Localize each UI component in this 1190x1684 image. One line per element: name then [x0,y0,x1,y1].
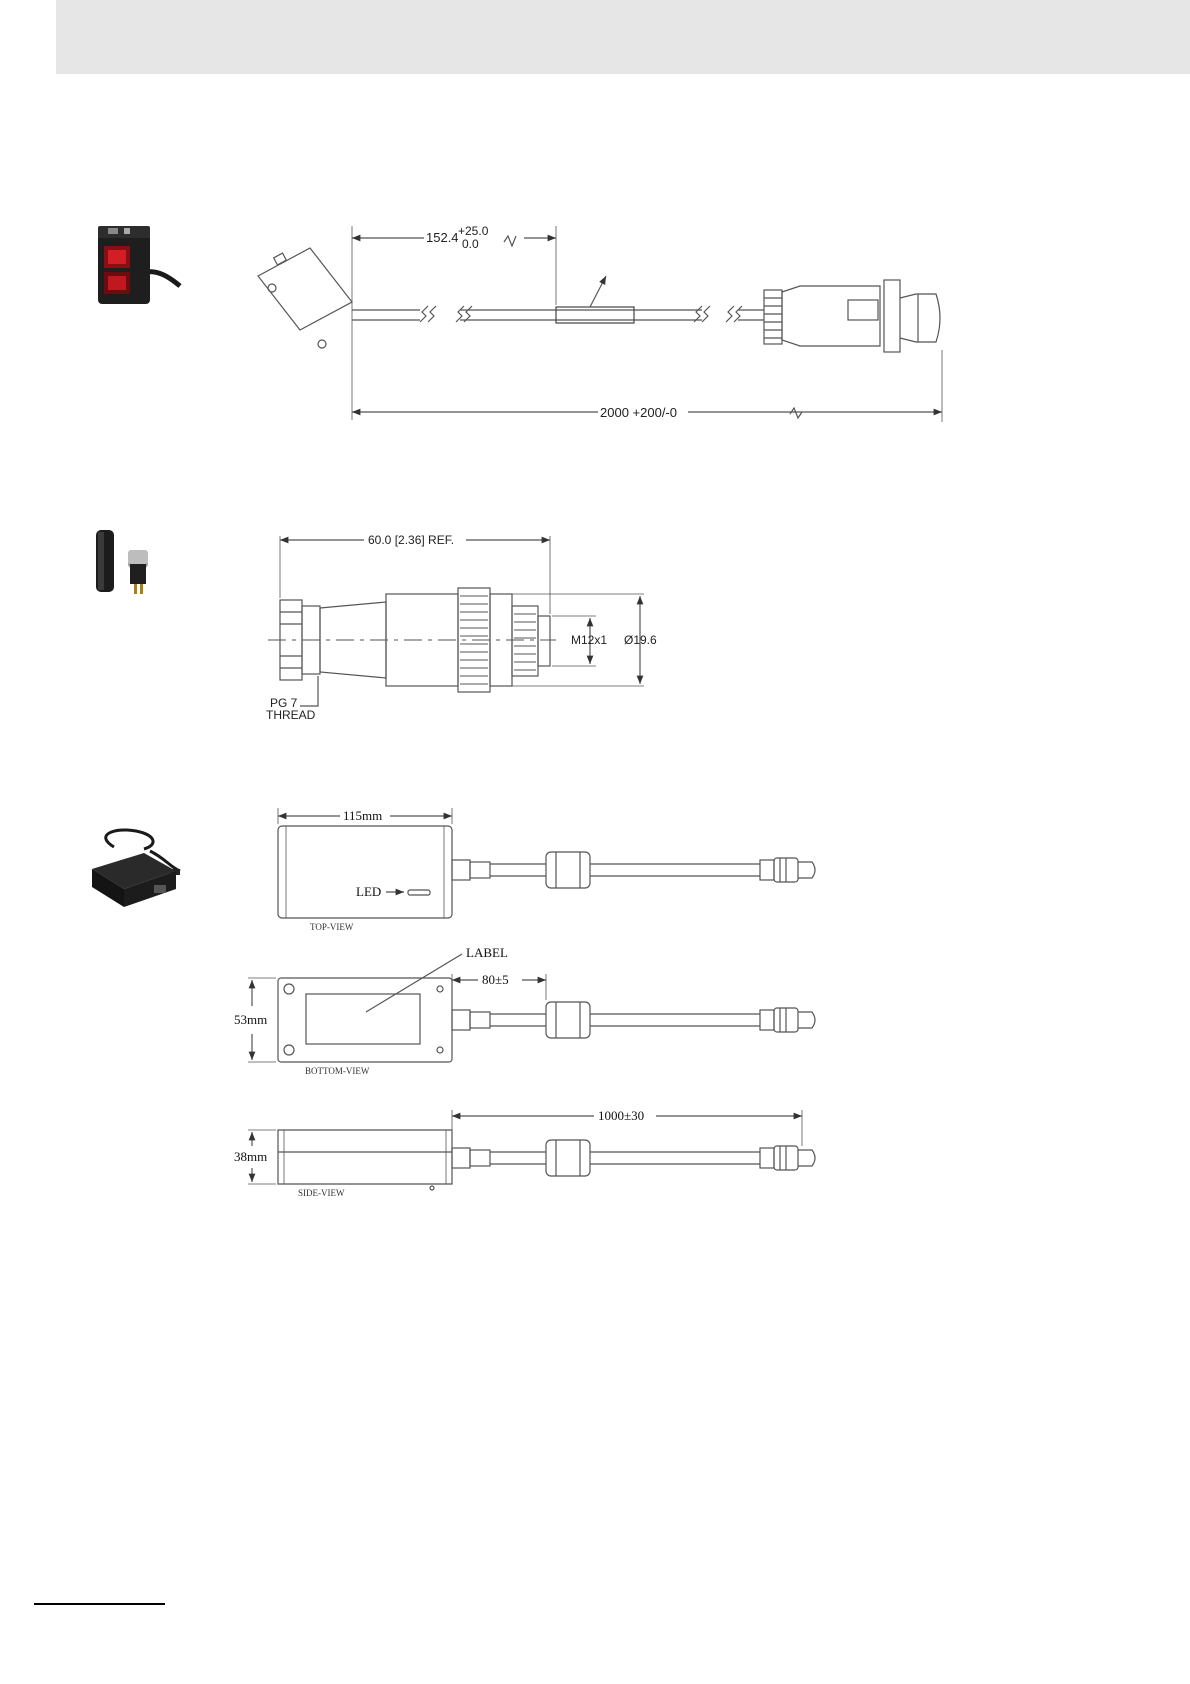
bottom-view-height-label: 53mm [234,1012,268,1027]
top-view-width-label: 115mm [343,808,383,823]
diameter-label: Ø19.6 [624,633,657,647]
lead-length-value: 152.4 [426,230,459,245]
lead-length-tol-minus: 0.0 [462,237,479,251]
label-callout: LABEL [466,945,508,960]
thread-size-label: M12x1 [571,633,608,647]
power-supply-side-view [248,1110,815,1190]
top-view-caption: TOP-VIEW [310,922,354,932]
total-length-dimension: 2000 +200/-0 [600,405,677,420]
sensor-cable-drawing [258,226,942,422]
bottom-view-caption: BOTTOM-VIEW [305,1066,370,1076]
led-label: LED [356,884,382,899]
connector-drawing [268,536,644,706]
side-view-caption: SIDE-VIEW [298,1188,345,1198]
power-supply-bottom-view [248,954,815,1062]
footer-rule [34,1603,165,1605]
pg7-label: PG 7 [270,696,298,710]
sensor-body-outline [258,248,352,348]
cable-length-dimension: 1000±30 [598,1108,645,1123]
connector-length-dimension: 60.0 [2.36] REF. [368,533,455,547]
lead-length-tol-plus: +25.0 [458,224,489,238]
cable-to-ferrite-dimension: 80±5 [482,972,509,987]
thread-label: THREAD [266,708,316,722]
power-supply-top-view [278,808,815,918]
side-view-height-label: 38mm [234,1149,268,1164]
